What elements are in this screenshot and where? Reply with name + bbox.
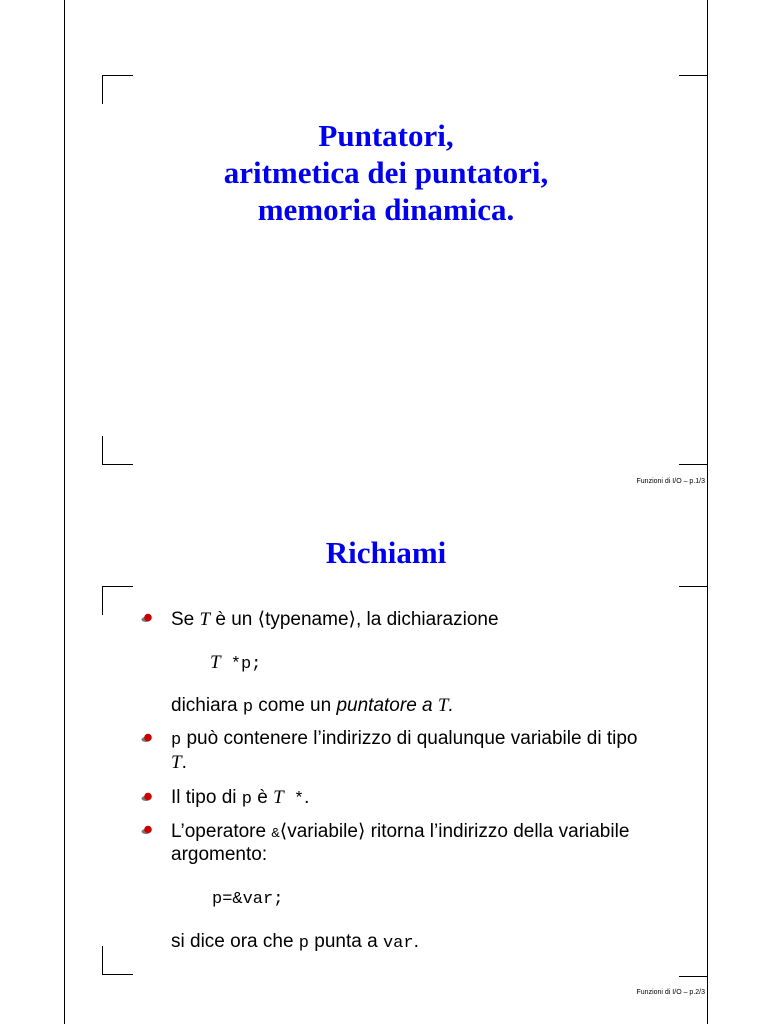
bullet-2-text-cont: T. [171, 752, 187, 773]
bullet-icon [141, 792, 153, 802]
declares-text: dichiara p come un puntatore a T. [171, 695, 454, 717]
corner-mark-top-left [102, 75, 133, 104]
corner-mark-bottom-right [679, 436, 707, 465]
bullet-1-text: Se T è un ⟨typename⟩, la dichiarazione [171, 608, 499, 630]
bullet-icon [141, 825, 153, 835]
code-declaration: T *p; [210, 652, 262, 674]
bullet-4-text-cont: argomento: [171, 844, 268, 865]
bullet-4-text: L’operatore &⟨variabile⟩ ritorna l’indirizzo della variabile [171, 820, 630, 842]
bullet-icon [141, 733, 153, 743]
bullet-icon [141, 613, 153, 623]
bullet-2-text: p può contenere l’indirizzo di qualunque variabile di tipo [171, 728, 638, 750]
slide-title [65, 117, 707, 228]
slide-body [65, 512, 707, 1024]
final-text: si dice ora che p punta a var. [171, 931, 419, 953]
slide-footer: Funzioni di I/O – p.2/3 [636, 989, 705, 996]
title-line-3: memoria dinamica. [257, 192, 515, 227]
slide-1 [64, 0, 708, 513]
bullet-3-text: Il tipo di p è T *. [171, 787, 310, 809]
slide-title: Richiami [325, 535, 447, 570]
title-line-1: Puntatori, [318, 118, 454, 153]
title-line-2: aritmetica dei puntatori, [223, 155, 549, 190]
slide-footer: Funzioni di I/O – p.1/3 [636, 478, 705, 485]
slide-2 [64, 512, 708, 1024]
corner-mark-top-right [679, 75, 707, 104]
corner-mark-bottom-left [102, 436, 133, 465]
code-assignment: p=&var; [212, 890, 284, 909]
